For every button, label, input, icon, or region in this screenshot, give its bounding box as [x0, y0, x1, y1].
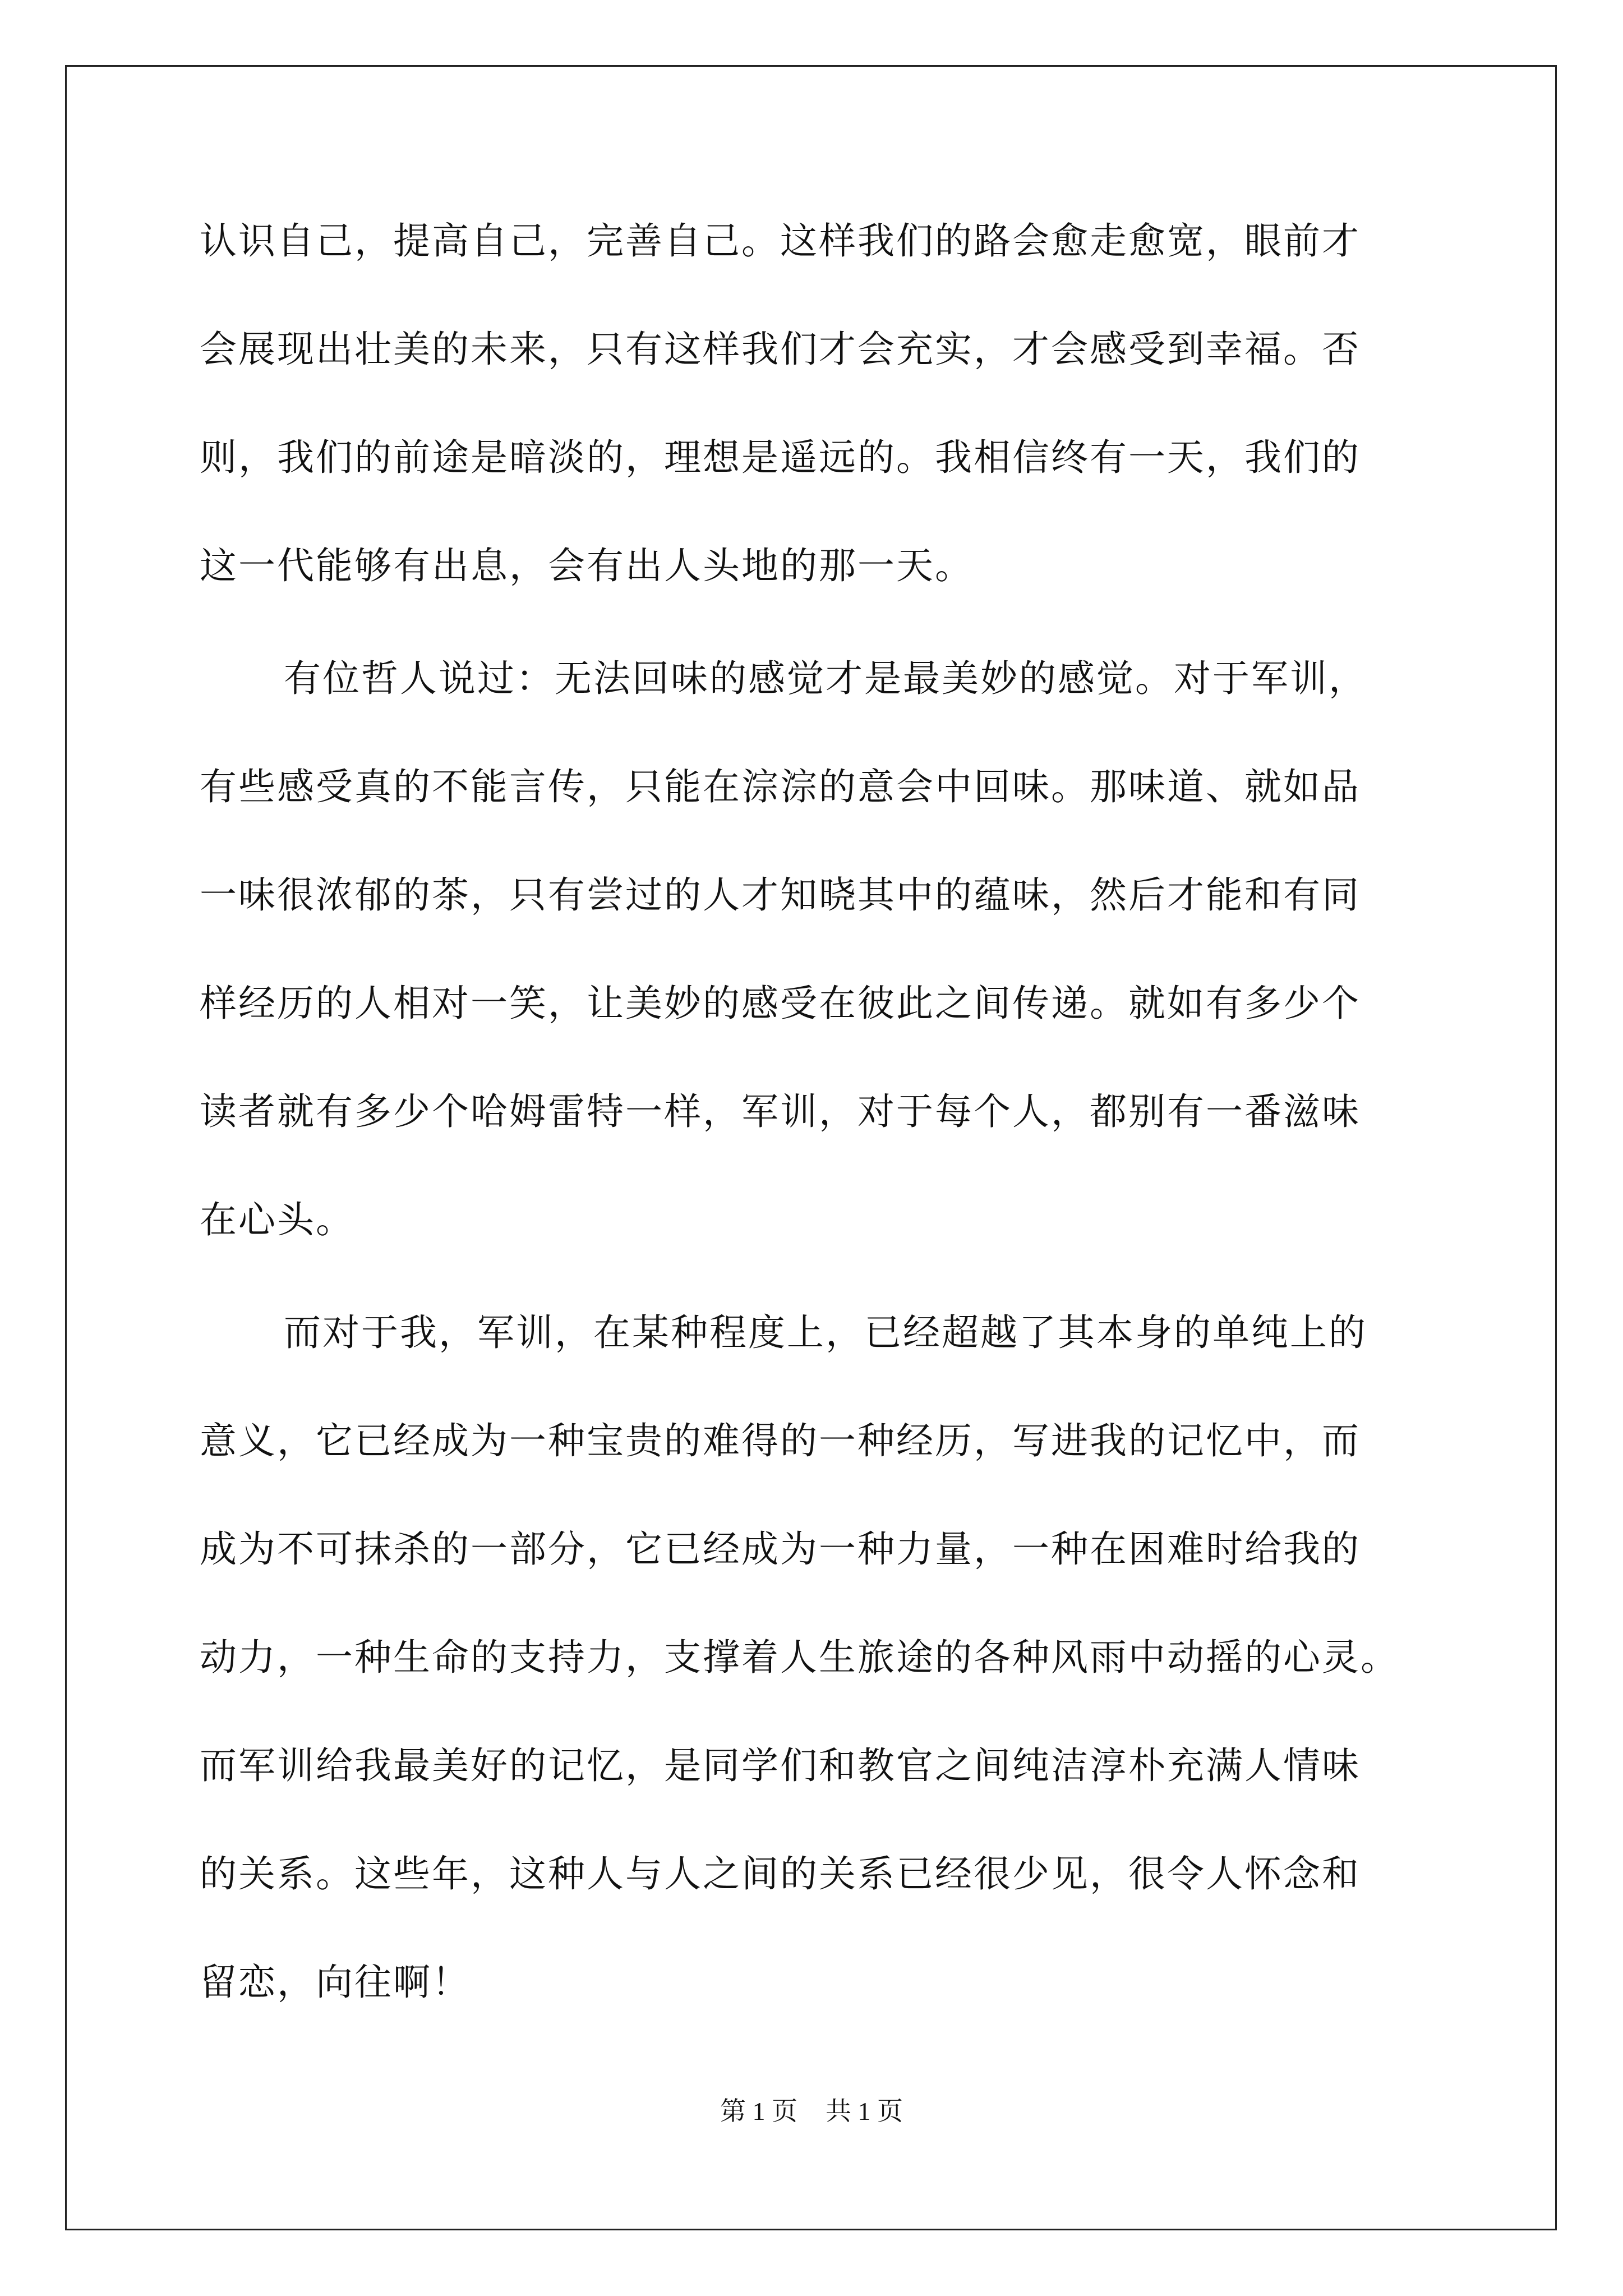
document-body — [200, 213, 1428, 2063]
paragraph-first-line: 而对于我，军训，在某种程度上，已经超越了其本身的单纯上的 — [284, 1311, 1367, 1354]
text-line: 认识自己，提高自己，完善自己。这样我们的路会愈走愈宽，眼前才 — [200, 219, 1361, 263]
text-line: 一味很浓郁的茶，只有尝过的人才知晓其中的蕴味，然后才能和有同 — [200, 873, 1361, 917]
text-line: 会展现出壮美的未来，只有这样我们才会充实，才会感受到幸福。否 — [200, 328, 1361, 371]
page-number: 第 1 页 — [720, 2097, 797, 2125]
text-line: 动力，一种生命的支持力，支撑着人生旅途的各种风雨中动摇的心灵。 — [200, 1636, 1399, 1679]
text-line: 成为不可抹杀的一部分，它已经成为一种力量，一种在困难时给我的 — [200, 1527, 1361, 1571]
text-line: 则，我们的前途是暗淡的，理想是遥远的。我相信终有一天，我们的 — [200, 436, 1361, 479]
text-line: 而军训给我最美好的记忆，是同学们和教官之间纯洁淳朴充满人情味 — [200, 1744, 1361, 1787]
text-line: 意义，它已经成为一种宝贵的难得的一种经历，写进我的记忆中，而 — [200, 1419, 1361, 1462]
text-line: 的关系。这些年，这种人与人之间的关系已经很少见，很令人怀念和 — [200, 1852, 1361, 1895]
text-line: 留恋，向往啊！ — [200, 1961, 471, 2004]
text-line: 有些感受真的不能言传，只能在淙淙的意会中回味。那味道、就如品 — [200, 765, 1361, 808]
text-line: 读者就有多少个哈姆雷特一样，军训，对于每个人，都别有一番滋味 — [200, 1090, 1361, 1133]
text-line: 样经历的人相对一笑，让美妙的感受在彼此之间传递。就如有多少个 — [200, 982, 1361, 1025]
paragraph-first-line: 有位哲人说过：无法回味的感觉才是最美妙的感觉。对于军训， — [284, 657, 1367, 700]
page-footer — [0, 2091, 1623, 2128]
text-line: 在心头。 — [200, 1198, 354, 1241]
text-line: 这一代能够有出息，会有出人头地的那一天。 — [200, 544, 974, 587]
page-total: 共 1 页 — [826, 2097, 903, 2125]
